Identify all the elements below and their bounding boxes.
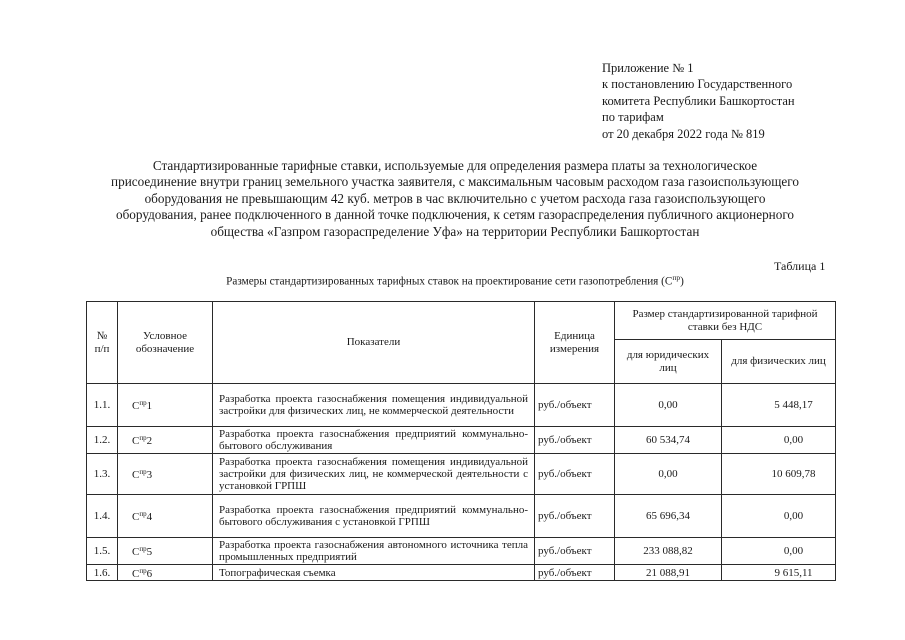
appendix-block — [602, 60, 795, 142]
row-legal: 60 534,74 — [615, 427, 722, 454]
code-base: С — [132, 568, 140, 580]
row-unit: руб./объект — [535, 495, 615, 538]
row-code — [118, 538, 213, 565]
code-base: С — [132, 435, 140, 448]
row-code — [118, 427, 213, 454]
row-legal: 0,00 — [615, 454, 722, 495]
row-num: 1.5. — [87, 538, 118, 565]
row-individual: 9 615,11 — [722, 565, 836, 581]
row-code — [118, 454, 213, 495]
code-index: 4 — [146, 511, 153, 524]
code-sup: пр — [139, 399, 147, 408]
table-caption-text: Размеры стандартизированных тарифных ставок на проектирование сети газопотребления (С — [226, 275, 673, 288]
document-heading — [70, 158, 840, 240]
row-individual: 0,00 — [722, 495, 836, 538]
code-index: 3 — [146, 469, 153, 482]
row-unit: руб./объект — [535, 565, 615, 581]
row-num: 1.1. — [87, 384, 118, 427]
row-num: 1.2. — [87, 427, 118, 454]
row-code — [118, 565, 213, 581]
header-legal: для юридических лиц — [615, 340, 722, 384]
row-indicator: Разработка проекта газоснабжения помещения индивидуальной застройки для физических лиц, не коммерческой деятельности — [213, 384, 535, 427]
table-caption-close: ) — [680, 275, 684, 288]
code-sup: пр — [139, 468, 147, 477]
code-sup: пр — [139, 434, 147, 443]
row-unit: руб./объект — [535, 427, 615, 454]
row-code — [118, 495, 213, 538]
row-indicator: Топографическая съемка — [213, 565, 535, 581]
code-base: С — [132, 511, 140, 524]
row-legal: 21 088,91 — [615, 565, 722, 581]
appendix-line: к постановлению Государственного — [602, 77, 793, 92]
table-row — [87, 384, 836, 427]
row-unit: руб./объект — [535, 384, 615, 427]
header-code: Условное обозначение — [118, 302, 213, 384]
row-legal: 0,00 — [615, 384, 722, 427]
table-number: Таблица 1 — [774, 259, 826, 273]
row-indicator: Разработка проекта газоснабжения предприятий коммунально-бытового обслуживания — [213, 427, 535, 454]
row-individual: 0,00 — [722, 538, 836, 565]
header-indicator: Показатели — [213, 302, 535, 384]
row-num: 1.4. — [87, 495, 118, 538]
row-num: 1.6. — [87, 565, 118, 581]
row-indicator: Разработка проекта газоснабжения предприятий коммунально-бытового обслуживания с установкой ГРПШ — [213, 495, 535, 538]
row-legal: 233 088,82 — [615, 538, 722, 565]
row-unit: руб./объект — [535, 454, 615, 495]
code-base: С — [132, 546, 140, 559]
heading-line: Стандартизированные тарифные ставки, используемые для определения размера платы за технологическое — [152, 158, 758, 173]
header-unit: Единица измерения — [535, 302, 615, 384]
code-index: 2 — [146, 435, 153, 448]
row-individual: 10 609,78 — [722, 454, 836, 495]
header-num: № п/п — [87, 302, 118, 384]
appendix-line: по тарифам — [602, 110, 664, 125]
code-base: С — [132, 400, 140, 413]
table-row — [87, 495, 836, 538]
header-rate-group: Размер стандартизированной тарифной ставки без НДС — [615, 302, 836, 340]
code-sup: пр — [139, 545, 147, 554]
table-row — [87, 427, 836, 454]
header-individual: для физических лиц — [722, 340, 836, 384]
heading-line: оборудования не превышающим 42 куб. метров в час включительно с учетом расхода газа газоиспользующего — [144, 190, 766, 206]
code-index: 5 — [146, 546, 153, 559]
code-index: 1 — [146, 400, 153, 413]
code-base: С — [132, 469, 140, 482]
table-caption — [90, 273, 820, 288]
heading-line: оборудования, ранее подключенного в данной точке подключения, к сетям газораспределения публичного акционерного — [116, 207, 794, 223]
row-legal: 65 696,34 — [615, 495, 722, 538]
table-row — [87, 565, 836, 581]
row-code — [118, 384, 213, 427]
code-sup: пр — [139, 567, 147, 575]
row-unit: руб./объект — [535, 538, 615, 565]
rates-table — [86, 301, 836, 581]
code-sup: пр — [139, 510, 147, 519]
heading-line: общества «Газпром газораспределение Уфа» на территории Республики Башкортостан — [210, 223, 700, 239]
table-row — [87, 538, 836, 565]
code-index: 6 — [146, 568, 153, 580]
row-individual: 5 448,17 — [722, 384, 836, 427]
appendix-line: Приложение № 1 — [602, 61, 694, 75]
table-caption-sup: пр — [672, 273, 681, 282]
table-row — [87, 454, 836, 495]
row-individual: 0,00 — [722, 427, 836, 454]
row-num: 1.3. — [87, 454, 118, 495]
row-indicator: Разработка проекта газоснабжения помещения индивидуальной застройки для физических лиц, не коммерческой деятельности с установкой ГРПШ — [213, 454, 535, 495]
appendix-line: от 20 декабря 2022 года № 819 — [602, 126, 765, 141]
appendix-line: комитета Республики Башкортостан — [602, 93, 795, 108]
heading-line: присоединение внутри границ земельного участка заявителя, с максимальным часовым расходом газа газоиспользующего — [111, 174, 799, 190]
row-indicator: Разработка проекта газоснабжения автономного источника тепла промышленных предприятий — [213, 538, 535, 565]
